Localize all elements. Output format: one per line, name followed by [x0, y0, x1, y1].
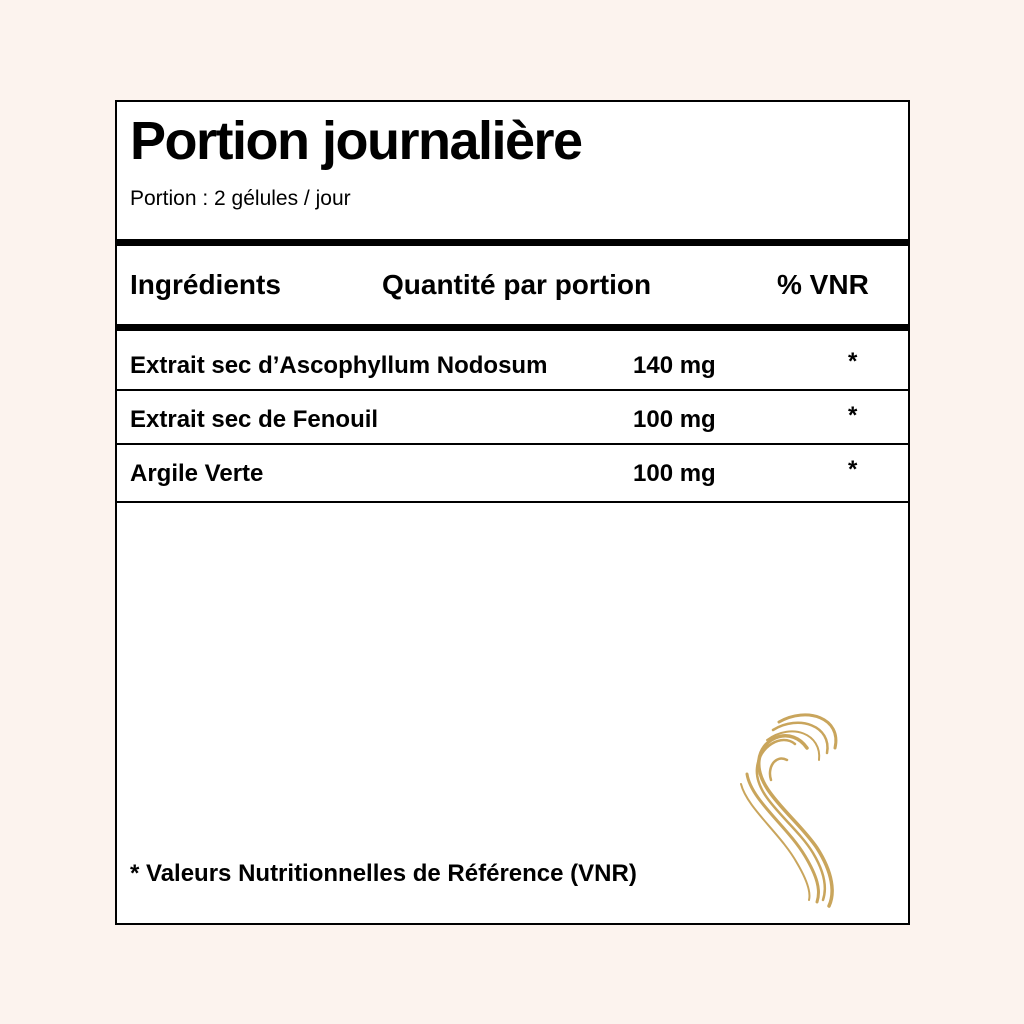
header-ingredients: Ingrédients: [130, 269, 281, 300]
vnr-footnote: * Valeurs Nutritionnelles de Référence (VNR): [130, 860, 637, 887]
header-vnr: % VNR: [777, 269, 869, 300]
row-divider: [117, 501, 908, 503]
nutrition-panel: [115, 100, 910, 925]
header-quantity: Quantité par portion: [382, 269, 652, 300]
panel-title: Portion journalière: [130, 111, 582, 171]
ingredient-vnr: *: [848, 402, 858, 429]
ingredient-quantity: 100 mg: [633, 406, 716, 433]
serving-size: Portion : 2 gélules / jour: [130, 187, 351, 210]
ingredient-name: Argile Verte: [130, 460, 264, 487]
row-divider: [117, 443, 908, 445]
gold-swirl-logo-icon: [737, 708, 847, 908]
ingredient-quantity: 140 mg: [633, 352, 716, 379]
ingredient-name: Extrait sec d’Ascophyllum Nodosum: [130, 352, 548, 379]
ingredient-quantity: 100 mg: [633, 460, 716, 487]
divider-thick-top: [117, 239, 908, 246]
row-divider: [117, 389, 908, 391]
divider-thick-header: [117, 324, 908, 331]
ingredient-vnr: *: [848, 348, 858, 375]
ingredient-vnr: *: [848, 456, 858, 483]
ingredient-name: Extrait sec de Fenouil: [130, 406, 379, 433]
